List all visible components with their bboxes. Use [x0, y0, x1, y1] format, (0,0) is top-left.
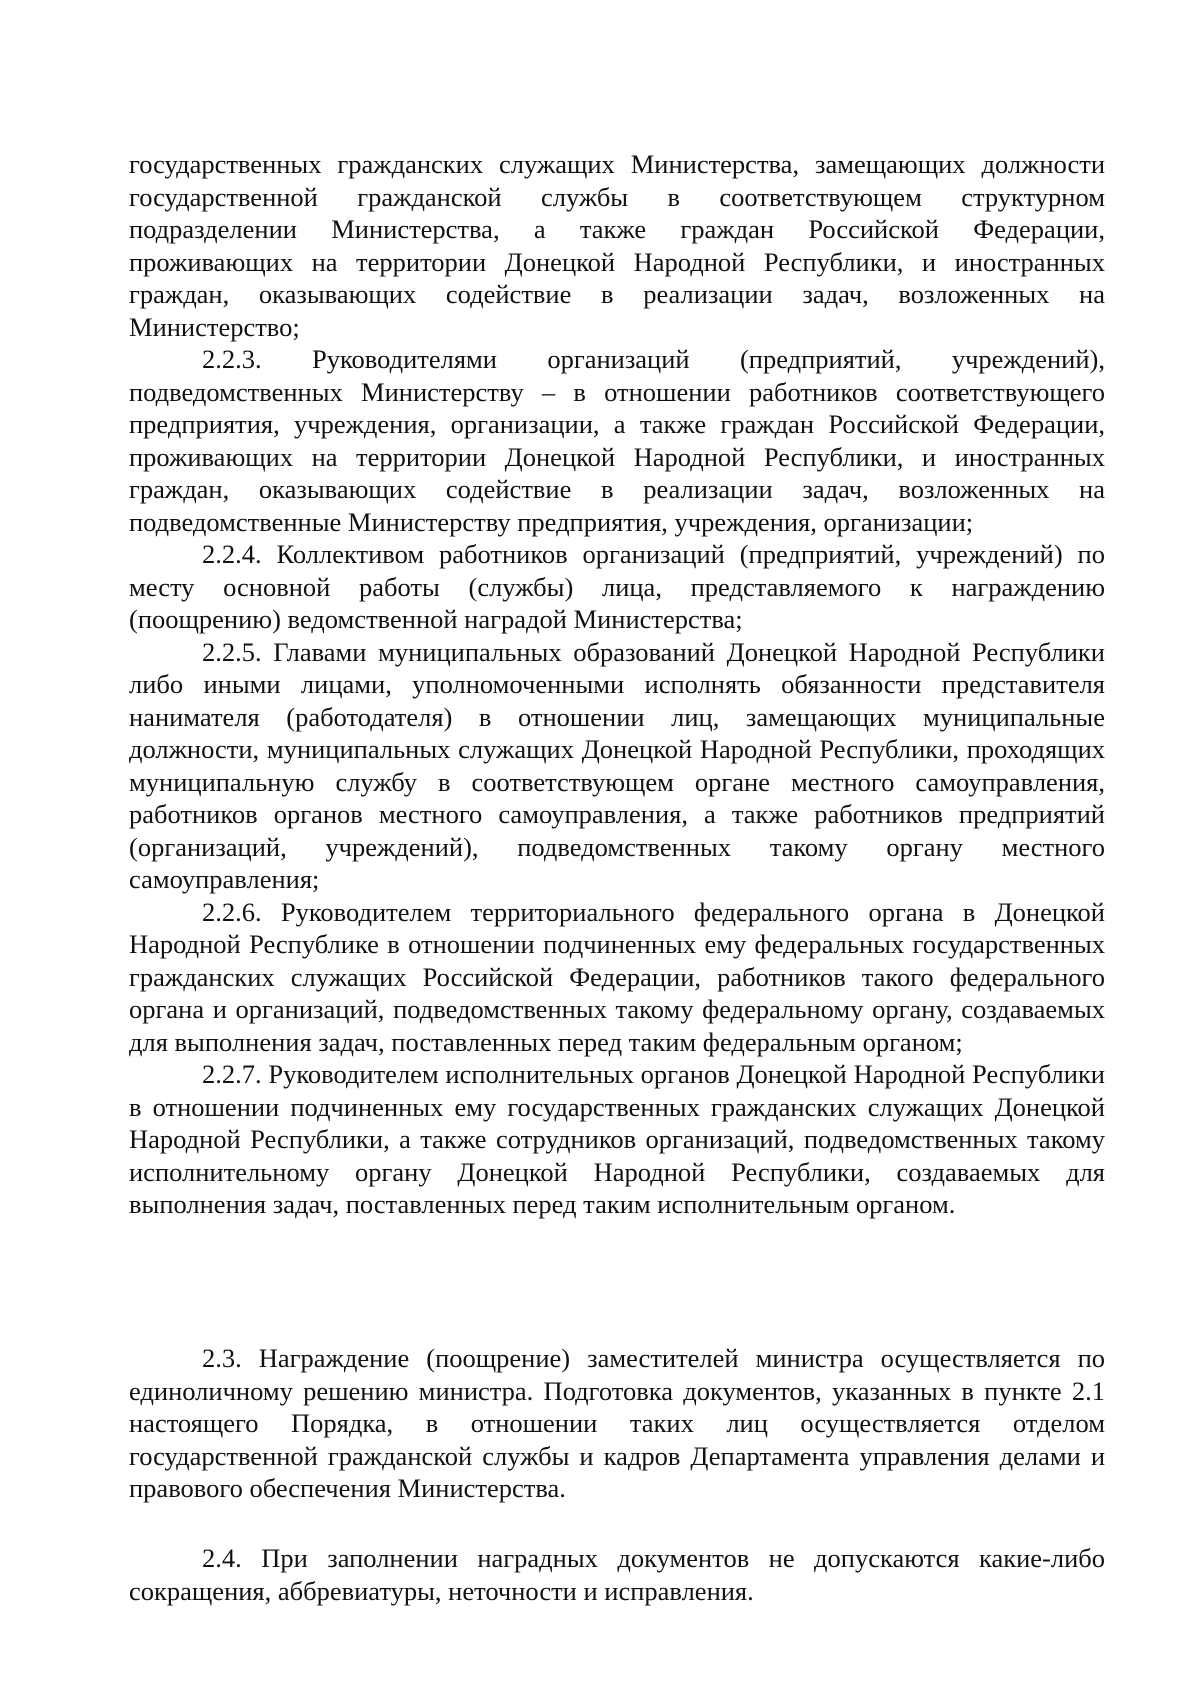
document-body-section-2-4: [129, 1542, 1105, 1607]
paragraph-2-4: 2.4. При заполнении наградных документов не допускаются какие-либо сокращения, аббревиатуры, неточности и исправления.: [129, 1543, 1105, 1606]
paragraph-2-2-3: 2.2.3. Руководителями организаций (предприятий, учреждений), подведомственных Министерству – в отношении работников соответствующего предприятия, учреждения, организации, а также граждан Российской Федерации, проживающих на территории Донецкой Народной Республики, и иностранных граждан, оказывающих содействие в реализации задач, возложенных на подведомственные Министерству предприятия, учреждения, организации;: [129, 344, 1105, 537]
paragraph-2-3: 2.3. Награждение (поощрение) заместителей министра осуществляется по единоличному решению министра. Подготовка документов, указанных в пункте 2.1 настоящего Порядка, в отношении таких лиц осуществляется отделом государственной гражданской службы и кадров Департамента управления делами и правового обеспечения Министерства.: [129, 1343, 1105, 1503]
paragraph-2-2-6: 2.2.6. Руководителем территориального федерального органа в Донецкой Народной Республике в отношении подчиненных ему федеральных государственных гражданских служащих Российской Федерации, работников такого федерального органа и организаций, подведомственных такому федеральному органу, создаваемых для выполнения задач, поставленных перед таким федеральным органом;: [129, 896, 1105, 1057]
paragraph-2-2-7: 2.2.7. Руководителем исполнительных органов Донецкой Народной Республики в отношении подчиненных ему государственных гражданских служащих Донецкой Народной Республики, а также сотрудников организаций, подведомственных такому исполнительному органу Донецкой Народной Республики, создаваемых для выполнения задач, поставленных перед таким исполнительным органом.: [129, 1059, 1105, 1219]
paragraph-2-2-4: 2.2.4. Коллективом работников организаций (предприятий, учреждений) по месту основной работы (службы) лица, представляемого к награждению (поощрению) ведомственной наградой Министерства;: [129, 539, 1105, 634]
paragraph-continuation: государственных гражданских служащих Министерства, замещающих должности государственной гражданской службы в соответствующем структурном подразделении Министерства, а также граждан Российской Федерации, проживающих на территории Донецкой Народной Республики, и иностранных граждан, оказывающих содействие в реализации задач, возложенных на Министерство;: [129, 149, 1105, 342]
document-body-section-2-3: [129, 1342, 1105, 1505]
document-body-top: [129, 148, 1105, 1221]
paragraph-2-2-5: 2.2.5. Главами муниципальных образований Донецкой Народной Республики либо иными лицами, уполномоченными исполнять обязанности представителя нанимателя (работодателя) в отношении лиц, замещающих муниципальные должности, муниципальных служащих Донецкой Народной Республики, проходящих муниципальную службу в соответствующем органе местного самоуправления, работников органов местного самоуправления, а также работников предприятий (организаций, учреждений), подведомственных такому органу местного самоуправления;: [129, 636, 1105, 894]
